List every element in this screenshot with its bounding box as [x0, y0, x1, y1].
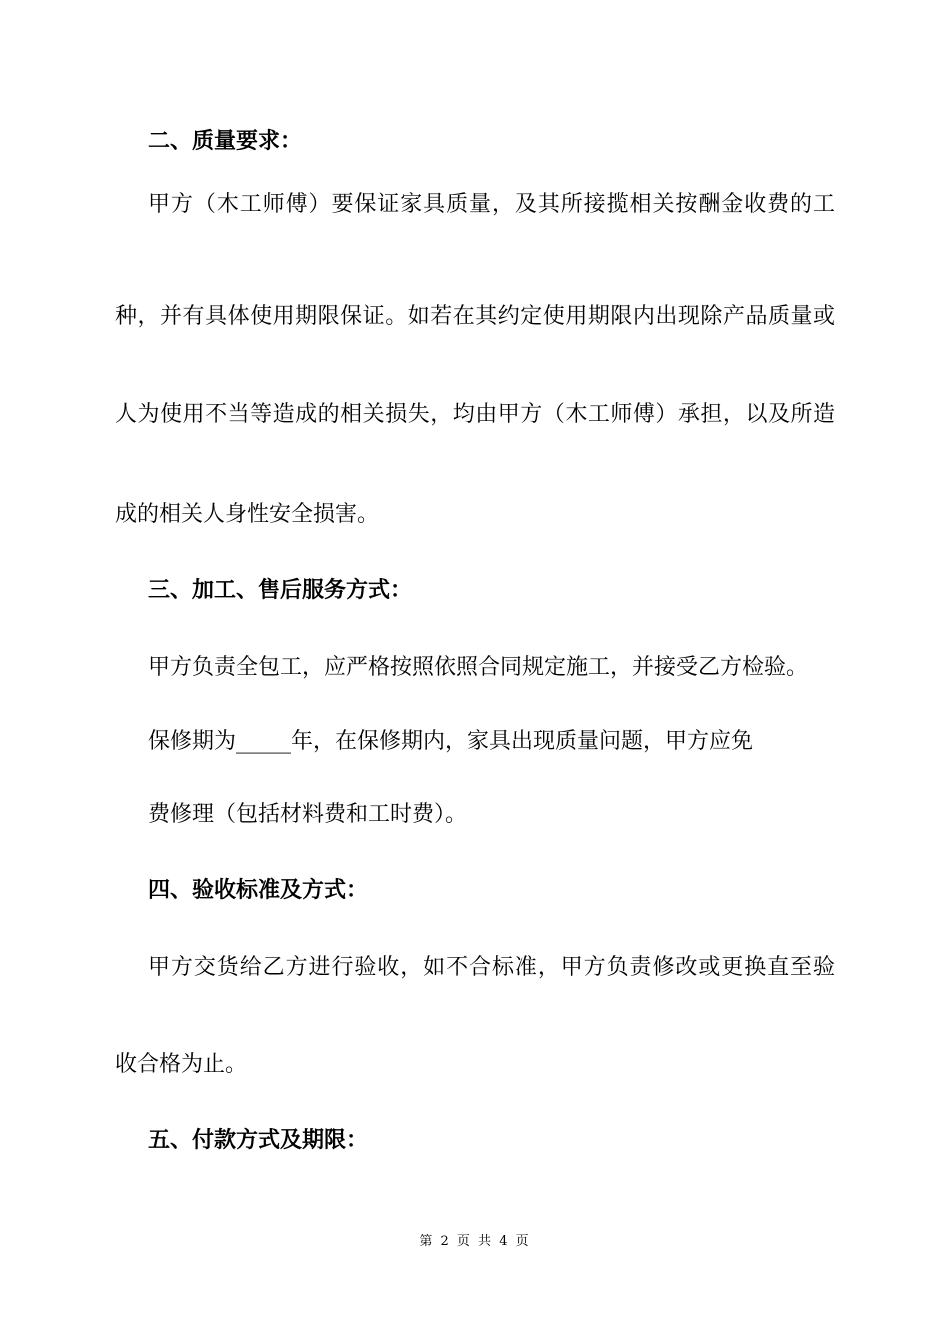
paragraph-line: 费修理（包括材料费和工时费）。	[148, 802, 468, 827]
section-heading-quality: 二、质量要求：	[148, 128, 303, 154]
paragraph-line: 人为使用不当等造成的相关损失，均由甲方（木工师傅）承担，以及所造	[115, 402, 835, 427]
paragraph-line: 成的相关人身性安全损害。	[115, 502, 380, 527]
section-heading-payment: 五、付款方式及期限：	[148, 1127, 369, 1153]
section-heading-acceptance: 四、验收标准及方式：	[148, 877, 369, 903]
page-number-footer: 第 2 页 共 4 页	[419, 1234, 531, 1249]
paragraph-line: 甲方交货给乙方进行验收，如不合标准，甲方负责修改或更换直至验	[148, 955, 835, 980]
paragraph-line: 收合格为止。	[115, 1052, 248, 1077]
paragraph-line: 种，并有具体使用期限保证。如若在其约定使用期限内出现除产品质量或	[115, 304, 835, 329]
paragraph-line: 保修期为_____年，在保修期内，家具出现质量问题，甲方应免	[148, 729, 754, 754]
paragraph-line: 甲方（木工师傅）要保证家具质量，及其所接揽相关按酬金收费的工	[148, 192, 835, 217]
section-heading-service: 三、加工、售后服务方式：	[148, 577, 413, 603]
paragraph-line: 甲方负责全包工，应严格按照依照合同规定施工，并接受乙方检验。	[148, 655, 809, 680]
